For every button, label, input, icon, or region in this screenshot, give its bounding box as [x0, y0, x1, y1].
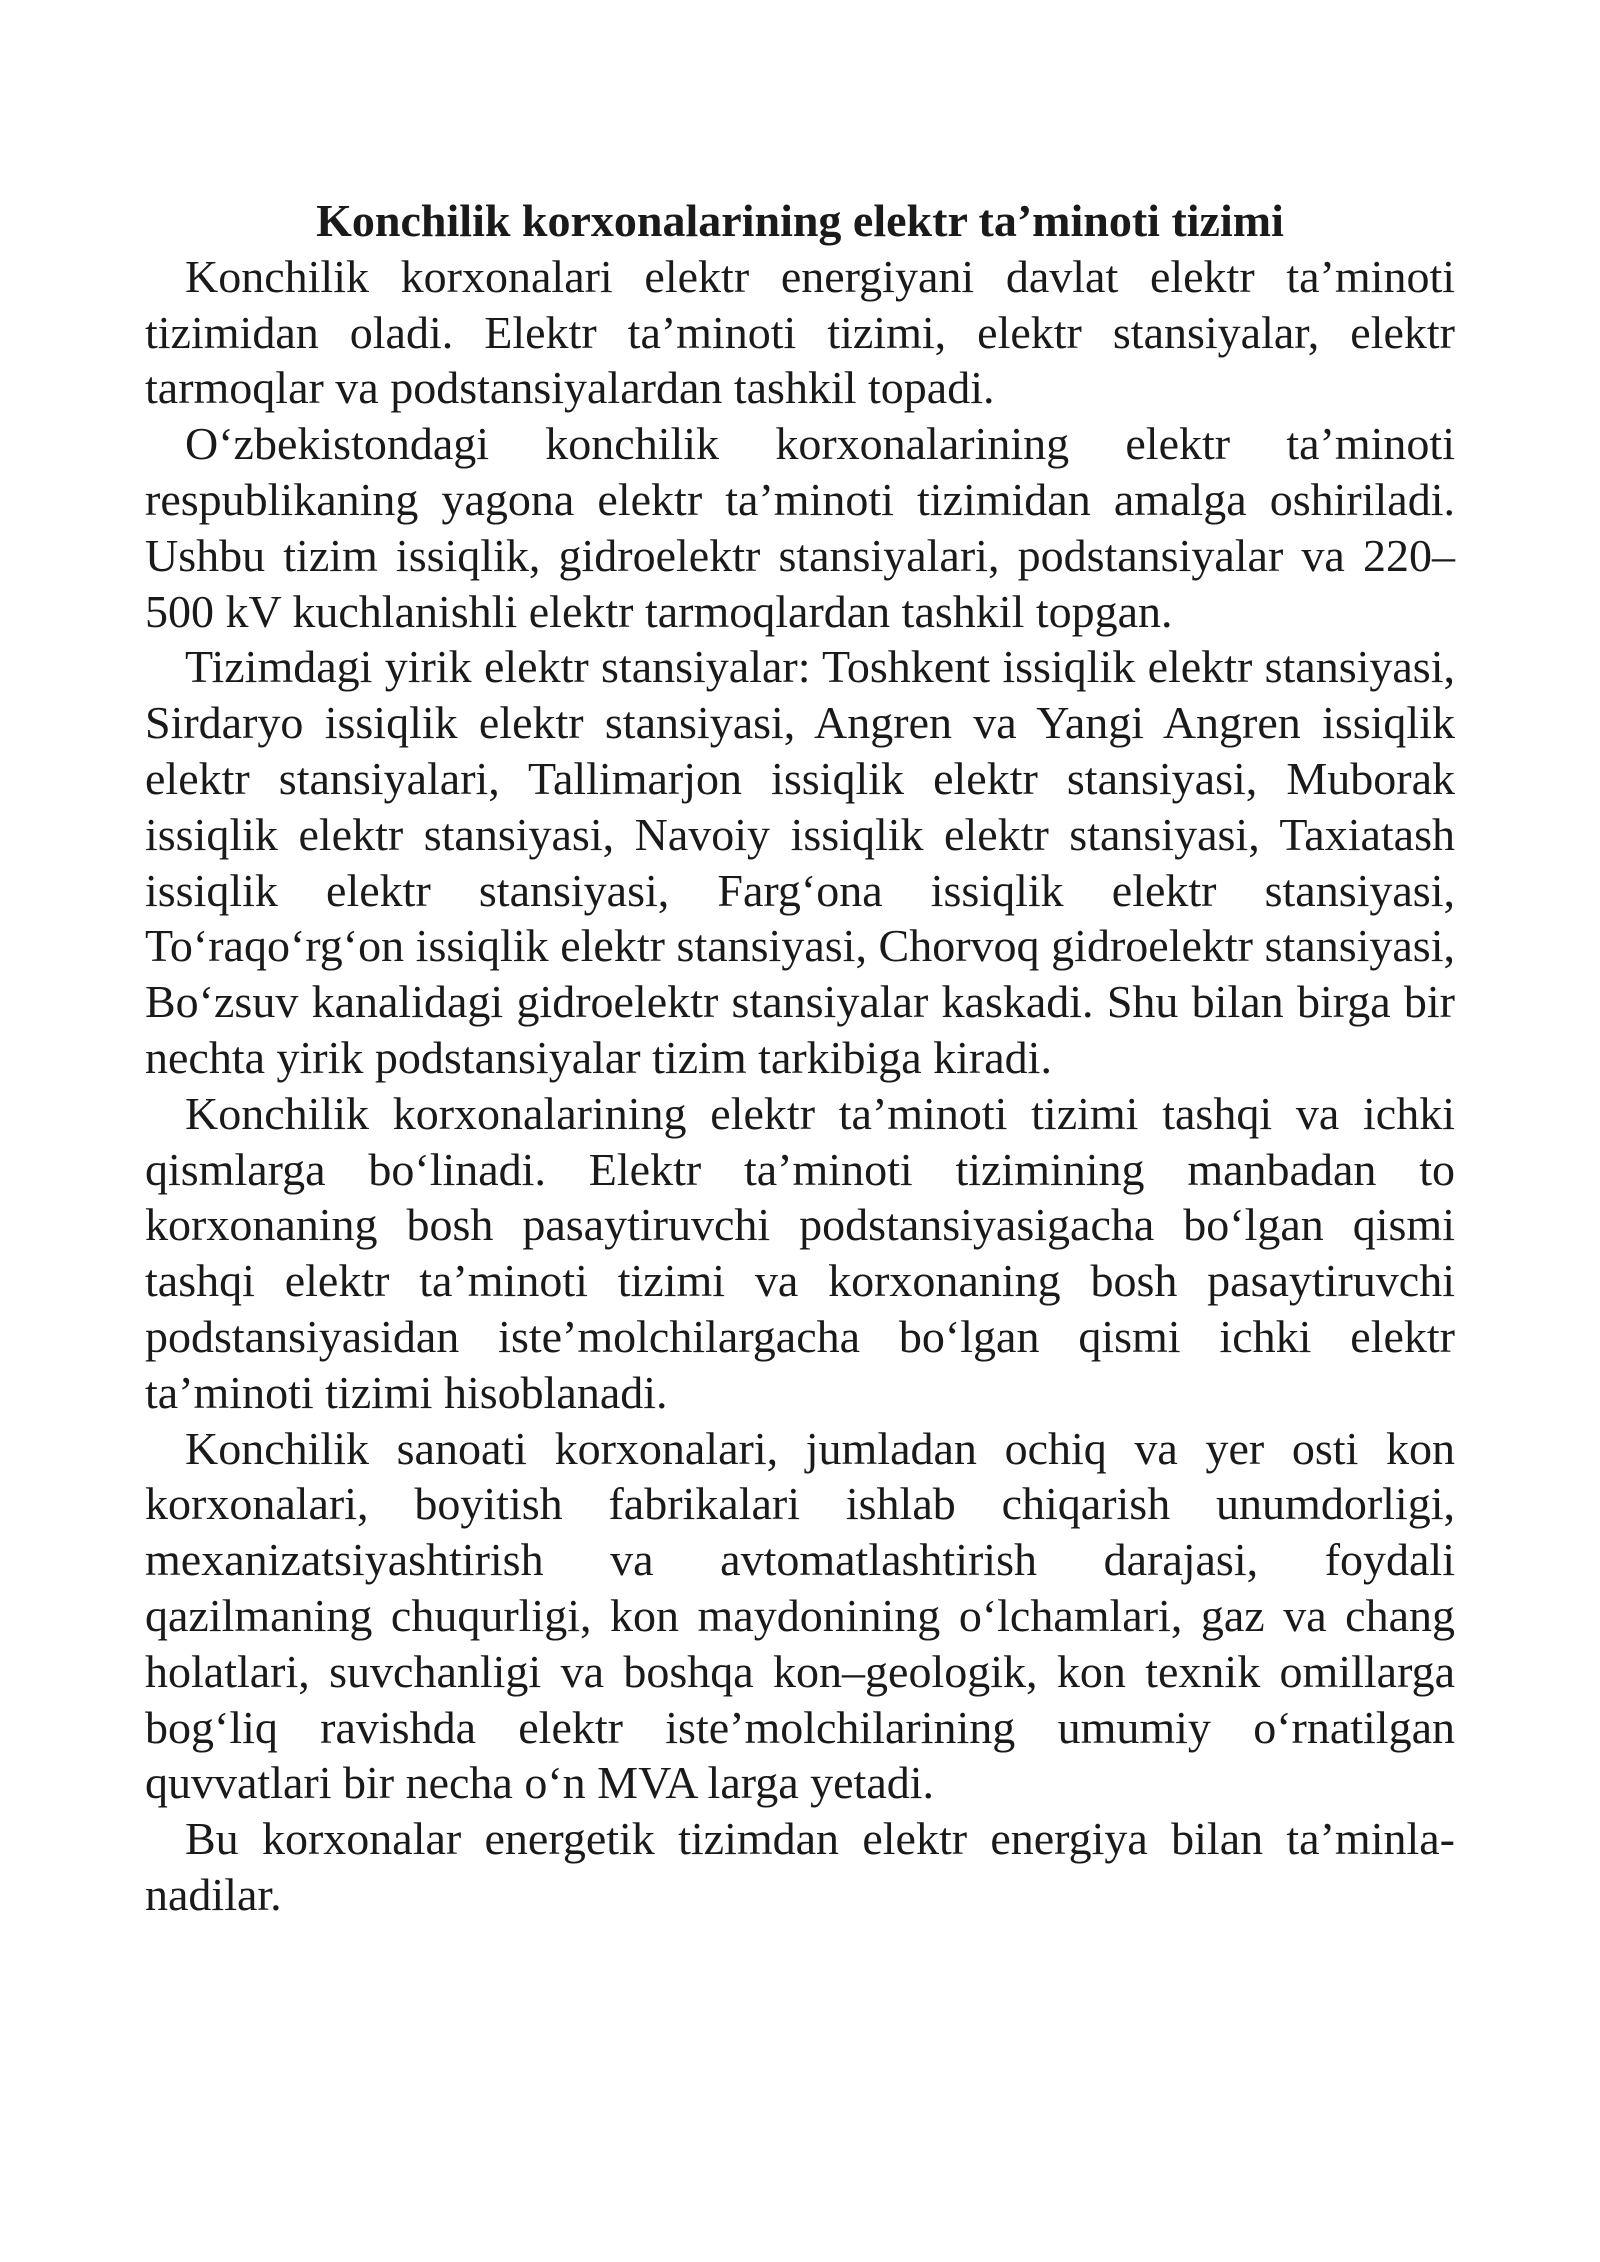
paragraph: Konchilik korxonalarining elektr ta’minoti tizimi tashqi va ichki qismlarga bo‘linadi. Elektr ta’minoti tizimining manbadan to korxonaning bosh pasaytiruvchi podstansiyasigacha bo‘lgan qismi tashqi elektr ta’minoti tizimi va korxonaning bosh pasaytiruvchi podstansiyasidan iste’molchilargacha bo‘lgan qismi ichki elektr ta’minoti tizimi hisoblanadi. [145, 1087, 1455, 1418]
paragraph: Bu korxonalar energetik tizimdan elektr energiya bilan ta’minla-nadilar. [145, 1813, 1455, 1920]
paragraph: Konchilik sanoati korxonalari, jumladan ochiq va yer osti kon korxonalari, boyitish fabrikalari ishlab chiqarish unumdorligi, mexanizatsiyashtirish va avtomatlashtirish darajasi, foydali qazilmaning chuqurligi, kon maydonining o‘lchamlari, gaz va chang holatlari, suvchanligi va boshqa kon–geologik, kon texnik omillarga bog‘liq ravishda elektr iste’molchilarining umumiy o‘rnatilgan quvvatlari bir necha o‘n MVA larga yetadi. [145, 1422, 1455, 1809]
paragraph: Tizimdagi yirik elektr stansiyalar: Toshkent issiqlik elektr stansiyasi, Sirdaryo issiqlik elektr stansiyasi, Angren va Yangi Angren issiqlik elektr stansiyalari, Tallimarjon issiqlik elektr stansiyasi, Muborak issiqlik elektr stansiyasi, Navoiy issiqlik elektr stansiyasi, Taxiatash issiqlik elektr stansiyasi, Farg‘ona issiqlik elektr stansiyasi, To‘raqo‘rg‘on issiqlik elektr stansiyasi, Chorvoq gidroelektr stansiyasi, Bo‘zsuv kanalidagi gidroelektr stansiyalar kaskadi. Shu bilan birga bir nechta yirik podstansiyalar tizim tarkibiga kiradi. [145, 641, 1455, 1083]
paragraph: Konchilik korxonalari elektr energiyani davlat elektr ta’minoti tizimidan oladi. Elektr ta’minoti tizimi, elektr stansiyalar, elektr tarmoqlar va podstansiyalardan tashkil topadi. [145, 250, 1455, 414]
document-title: Konchilik korxonalarining elektr ta’minoti tizimi [316, 195, 1284, 246]
document-page [145, 193, 1455, 1923]
paragraph: O‘zbekistondagi konchilik korxonalarining elektr ta’minoti respublikaning yagona elektr ta’minoti tizimidan amalga oshiriladi. Ushbu tizim issiqlik, gidroelektr stansiyalari, podstansiyalar va 220–500 kV kuchlanishli elektr tarmoqlardan tashkil topgan. [145, 418, 1455, 637]
